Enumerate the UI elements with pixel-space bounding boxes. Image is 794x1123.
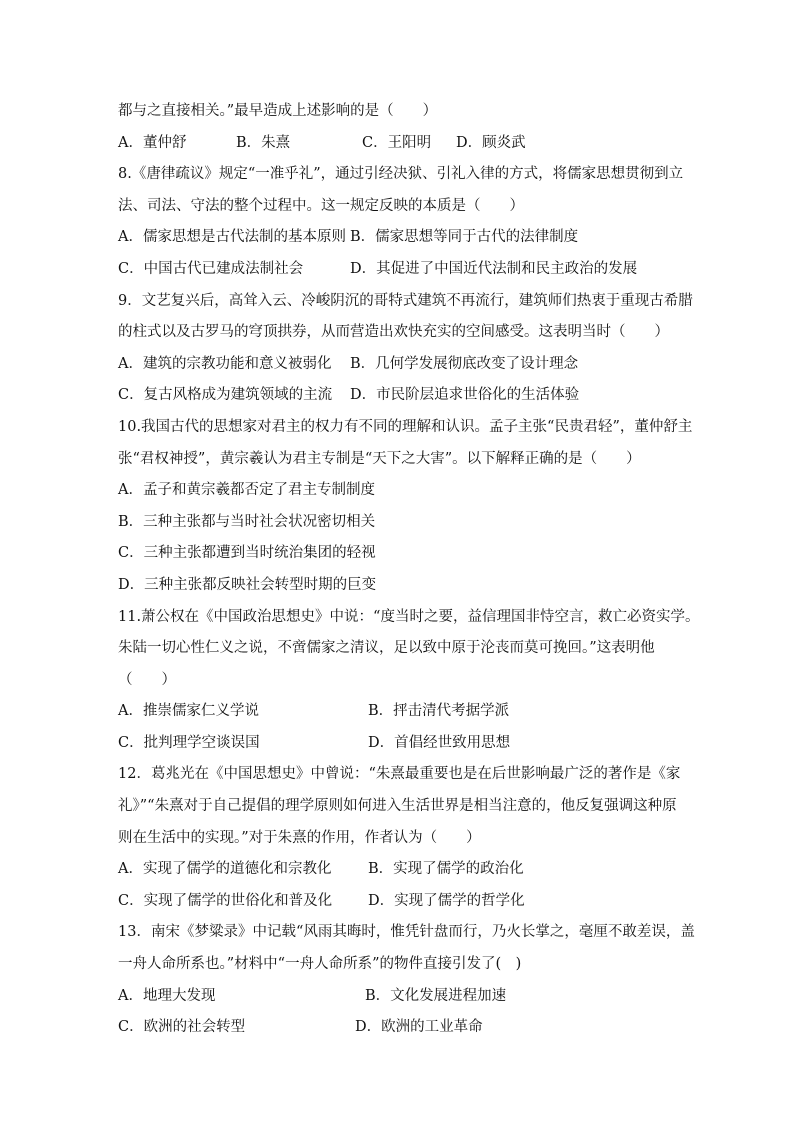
q13-option-d: D．欧洲的工业革命 bbox=[355, 1019, 483, 1036]
q11-options-row-2 bbox=[118, 728, 688, 760]
q10-stem-line-2: 张“君权神授”，黄宗羲认为君主专制是“天下之大害”。以下解释正确的是（ ） bbox=[118, 450, 641, 467]
q11-option-a: A．推崇儒家仁义学说 bbox=[118, 703, 259, 720]
q13-stem-line-1: 13．南宋《梦粱录》中记载“风雨其晦时，惟凭针盘而行，乃火长掌之，毫厘不敢差误，盖 bbox=[118, 924, 695, 941]
q10-option-c: C．三种主张都遭到当时统治集团的轻视 bbox=[118, 545, 376, 562]
q13-options-row-2 bbox=[118, 1012, 688, 1044]
q13-stem-line-2: 一舟人命所系也。”材料中“一舟人命所系”的物件直接引发了( ) bbox=[118, 956, 522, 973]
q11-options-row-1 bbox=[118, 696, 688, 728]
q12-option-d: D．实现了儒学的哲学化 bbox=[368, 892, 525, 909]
q9-stem-line-2: 的柱式以及古罗马的穹顶拱券，从而营造出欢快充实的空间感受。这表明当时（ ） bbox=[118, 324, 669, 341]
q12-stem-line-2: 礼》”“朱熹对于自己提倡的理学原则如何进入生活世界是相当注意的，他反复强调这种原 bbox=[118, 798, 677, 815]
q11-stem-line-2: 朱陆一切心性仁义之说，不啻儒家之清议，足以致中原于沦丧而莫可挽回。”这表明他 bbox=[118, 640, 655, 657]
q8-option-a: A．儒家思想是古代法制的基本原则 bbox=[118, 229, 346, 246]
q8-stem-line-1: 8.《唐律疏议》规定“一准乎礼”，通过引经决狱、引礼入律的方式，将儒家思想贯彻到立 bbox=[118, 166, 684, 183]
q8-options-row-2 bbox=[118, 254, 688, 286]
q7-stem-line: 都与之直接相关。”最早造成上述影响的是（ ） bbox=[118, 103, 438, 119]
q7-option-a: A．董仲舒 bbox=[118, 134, 187, 151]
q12-options-row-1 bbox=[118, 854, 688, 886]
q12-stem-line-1: 12．葛兆光在《中国思想史》中曾说：“朱熹最重要也是在后世影响最广泛的著作是《家 bbox=[118, 766, 681, 783]
q10-option-b: B．三种主张都与当时社会状况密切相关 bbox=[118, 513, 376, 530]
q12-stem-line-3: 则在生活中的实现。”对于朱熹的作用，作者认为（ ） bbox=[118, 829, 481, 846]
q9-option-c: C．复古风格成为建筑领域的主流 bbox=[118, 387, 333, 404]
q8-option-b: B．儒家思想等同于古代的法律制度 bbox=[350, 229, 579, 246]
q8-options-row-1 bbox=[118, 222, 688, 254]
q13-options-row-1 bbox=[118, 981, 688, 1013]
q13-option-b: B．文化发展进程加速 bbox=[365, 987, 507, 1004]
q11-option-c: C．批判理学空谈误国 bbox=[118, 734, 260, 751]
q13-option-c: C．欧洲的社会转型 bbox=[118, 1019, 246, 1036]
exam-page bbox=[118, 96, 700, 1044]
q9-options-row-2 bbox=[118, 380, 688, 412]
q12-option-c: C．实现了儒学的世俗化和普及化 bbox=[118, 892, 333, 909]
q12-options-row-2 bbox=[118, 886, 688, 918]
q9-stem-line-1: 9．文艺复兴后，高耸入云、冷峻阴沉的哥特式建筑不再流行，建筑师们热衷于重现古希腊 bbox=[118, 292, 693, 309]
q11-stem-line-1: 11.萧公权在《中国政治思想史》中说：“度当时之要，益信理国非恃空言，救亡必资实学。 bbox=[118, 608, 700, 625]
q9-option-d: D．市民阶层追求世俗化的生活体验 bbox=[350, 387, 580, 404]
q11-option-d: D．首倡经世致用思想 bbox=[368, 734, 511, 751]
q9-option-b: B．几何学发展彻底改变了设计理念 bbox=[350, 355, 579, 372]
q11-stem-line-3: （ ） bbox=[118, 671, 176, 688]
q13-option-a: A．地理大发现 bbox=[118, 987, 216, 1004]
q9-options-row-1 bbox=[118, 349, 688, 381]
q12-option-a: A．实现了儒学的道德化和宗教化 bbox=[118, 861, 332, 878]
q8-stem-line-2: 法、司法、守法的整个过程中。这一规定反映的本质是（ ） bbox=[118, 197, 524, 214]
q8-option-c: C．中国古代已建成法制社会 bbox=[118, 260, 304, 277]
q11-option-b: B．抨击清代考据学派 bbox=[368, 703, 510, 720]
q7-option-c: C．王阳明 bbox=[362, 134, 432, 151]
q7-option-d: D．顾炎武 bbox=[456, 134, 526, 151]
q10-stem-line-1: 10.我国古代的思想家对君主的权力有不同的理解和认识。孟子主张“民贵君轻”，董仲舒主 bbox=[118, 418, 693, 435]
q7-option-b: B．朱熹 bbox=[236, 134, 291, 151]
q9-option-a: A．建筑的宗教功能和意义被弱化 bbox=[118, 355, 332, 372]
q12-option-b: B．实现了儒学的政治化 bbox=[368, 861, 524, 878]
q10-option-a: A．孟子和黄宗羲都否定了君主专制制度 bbox=[118, 482, 375, 499]
q10-option-d: D．三种主张都反映社会转型时期的巨变 bbox=[118, 576, 377, 593]
q8-option-d: D．其促进了中国近代法制和民主政治的发展 bbox=[350, 260, 638, 277]
q7-options bbox=[118, 128, 688, 160]
